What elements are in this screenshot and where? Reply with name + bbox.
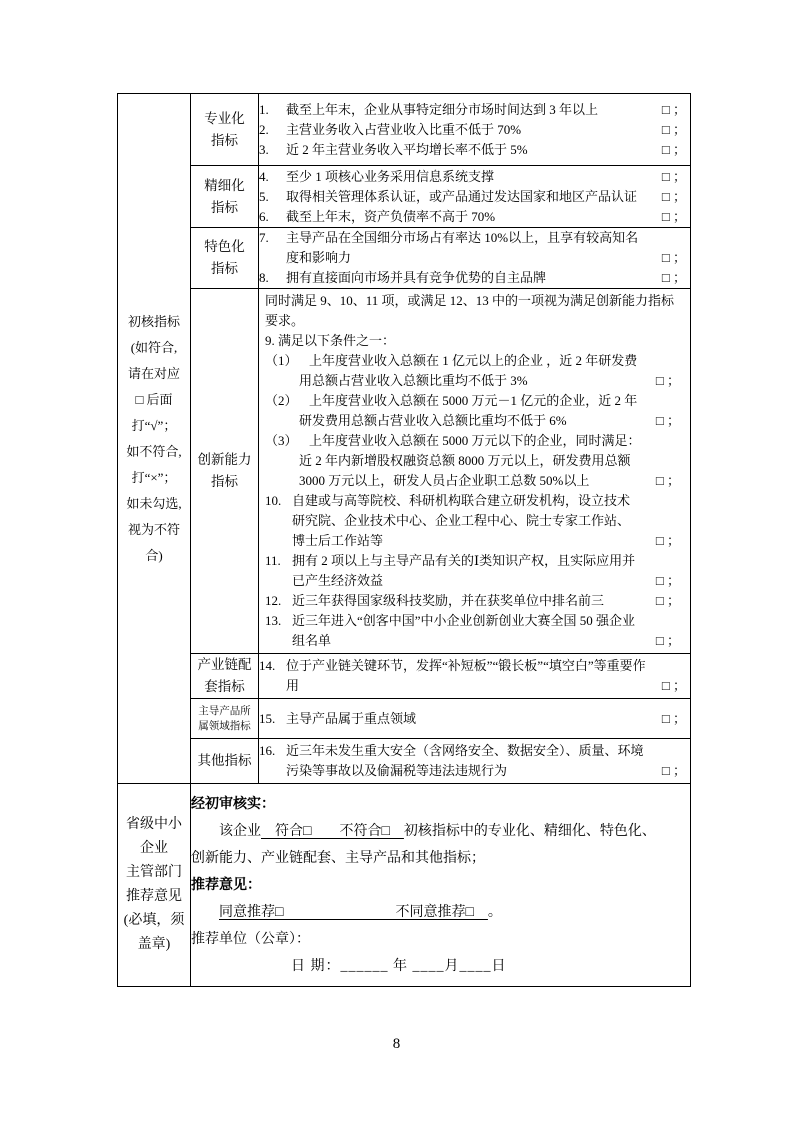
side-note-line: 如未勾选,: [126, 495, 182, 511]
item-text: 近三年未发生重大安全（含网络安全、数据安全）、质量、环境污染等事故以及偷漏税等违法违规行为: [286, 743, 644, 778]
item-number: 10.: [265, 493, 282, 508]
indicator-item-14: [259, 656, 690, 696]
side-note-line: 视为不符: [127, 521, 180, 537]
checkbox-icon[interactable]: □ ；: [655, 573, 680, 588]
checkbox-icon[interactable]: □ ；: [661, 121, 686, 137]
item-text: 自建或与高等院校、科研机构联合建立研发机构，设立技术研究院、企业技术中心、企业工程中心、院士专家工作站、博士后工作站等: [292, 493, 631, 548]
category-label-distinctiveness: 特色化 指标: [204, 239, 245, 276]
conform-checkbox-blank[interactable]: 符合□ 不符合□: [261, 823, 404, 839]
side-note-line: 合): [145, 547, 163, 563]
category-cell: [191, 739, 259, 784]
item-number: 12.: [265, 593, 282, 608]
item-number: （2）: [265, 393, 298, 408]
checkbox-icon[interactable]: □ ；: [661, 168, 686, 184]
criteria-side-note: [118, 309, 190, 569]
category-label-key-field: 主导产品所 属领域指标: [198, 705, 251, 732]
checkbox-icon[interactable]: □ ；: [655, 413, 680, 428]
indicator-item-12: [265, 591, 684, 611]
item-number: 6.: [259, 208, 269, 224]
checkbox-icon[interactable]: □ ；: [661, 678, 686, 693]
item-text: 位于产业链关键环节，发挥“补短板”“锻长板”“填空白”等重要作用: [286, 658, 646, 693]
checkbox-icon[interactable]: □ ；: [661, 141, 686, 157]
checkbox-icon[interactable]: □ ；: [661, 250, 686, 265]
item-number: 15.: [259, 710, 276, 726]
verified-suffix: 初核指标中的专业化、精细化、特色化、: [403, 823, 656, 839]
indicator-item-13: [265, 611, 684, 651]
item-text: 近 2 年主营业务收入平均增长率不低于 5%: [286, 141, 528, 157]
date-line[interactable]: 日 期：______ 年 ____月____日: [291, 958, 507, 974]
category-cell: [191, 289, 259, 654]
items-cell: [259, 228, 691, 289]
opinion-line: [191, 899, 690, 926]
row-distinctiveness: [118, 228, 691, 289]
preliminary-criteria-cell: [118, 94, 191, 784]
checkbox-icon[interactable]: □ ；: [655, 373, 680, 388]
item-number: 16.: [259, 743, 276, 758]
checkbox-icon[interactable]: □ ；: [655, 473, 680, 488]
verified-line: [191, 818, 690, 845]
checkbox-icon[interactable]: □ ；: [661, 208, 686, 224]
category-cell: [191, 228, 259, 289]
item-text: 近三年进入“创客中国”中小企业创新创业大赛全国 50 强企业组名单: [292, 613, 636, 648]
row-innovation: [118, 289, 691, 654]
innovation-intro: 同时满足 9、10、11 项，或满足 12、13 中的一项视为满足创新能力指标要求。: [265, 293, 675, 328]
item-number: 7.: [259, 230, 269, 245]
item-text: 至少 1 项核心业务采用信息系统支撑: [286, 168, 495, 184]
indicator-item-16: [259, 741, 690, 781]
checkbox-icon[interactable]: □ ；: [661, 101, 686, 117]
indicator-item-8: [259, 268, 690, 288]
row-supply-chain: [118, 654, 691, 699]
item-text: 截至上年末，企业从事特定细分市场时间达到 3 年以上: [286, 101, 599, 117]
row-other: [118, 739, 691, 784]
item-number: 13.: [265, 613, 282, 628]
verified-prefix: 该企业: [219, 823, 261, 839]
row-recommendation: [118, 784, 691, 987]
checkbox-icon[interactable]: □ ；: [655, 533, 680, 548]
opinion-suffix: 。: [487, 904, 502, 920]
item-number: 3.: [259, 141, 269, 157]
items-cell: [259, 699, 691, 739]
opinion-heading: 推荐意见：: [191, 877, 261, 893]
category-cell: [191, 166, 259, 228]
row-refinement: [118, 166, 691, 228]
indicator-item-2: [259, 120, 690, 140]
indicator-item-3: [259, 140, 690, 160]
indicator-subitem-9-1: [265, 351, 684, 391]
checkbox-icon[interactable]: □ ；: [661, 763, 686, 778]
category-label-innovation: 创新能力 指标: [197, 452, 252, 489]
item-number: 8.: [259, 270, 269, 285]
item-number: 11.: [265, 553, 281, 568]
row-specialization: [118, 94, 691, 166]
recommendation-content-cell: [191, 784, 691, 987]
items-cell: [259, 166, 691, 228]
indicator-subitem-9-3: [265, 431, 684, 491]
recommendation-side-label: 省级中小 企业 主管部门 推荐意见 (必填，须 盖章): [123, 817, 185, 952]
page-number: 8: [392, 1036, 401, 1052]
indicator-item-7: [259, 228, 690, 268]
item-text: 截至上年末，资产负债率不高于 70%: [286, 208, 496, 224]
row-key-field: [118, 699, 691, 739]
indicator-item-5: [259, 187, 690, 207]
checkbox-icon[interactable]: □ ；: [661, 188, 686, 204]
items-cell: [259, 289, 691, 654]
category-cell: [191, 699, 259, 739]
indicator-item-4: [259, 167, 690, 187]
category-label-specialization: 专业化 指标: [204, 110, 245, 148]
item-text: 上年度营业收入总额在 5000 万元以下的企业，同时满足：近 2 年内新增股权融资总额 8000 万元以上，研发费用总额 3000 万元以上，研发人员占企业职工总数 50%以上: [299, 433, 641, 488]
item-text: 取得相关管理体系认证，或产品通过发达国家和地区产品认证: [286, 188, 638, 204]
item-number: （1）: [265, 353, 298, 368]
side-note-line: 如不符合,: [126, 443, 182, 459]
item-number: 2.: [259, 121, 269, 137]
item-number: 5.: [259, 188, 269, 204]
side-note-line: 初核指标: [127, 313, 180, 329]
side-note-line: (如符合,: [130, 339, 178, 355]
item-number: 1.: [259, 101, 269, 117]
indicator-item-15: [259, 709, 690, 729]
side-note-line: □ 后面: [135, 391, 173, 407]
item-text: 主导产品属于重点领域: [286, 710, 417, 726]
indicator-item-9-head: 9. 满足以下条件之一：: [265, 333, 396, 348]
form-table: [117, 93, 691, 987]
item-text: 上年度营业收入总额在 5000 万元－1 亿元的企业，近 2 年研发费用总额占营业收入总额比重均不低于 6%: [299, 393, 638, 428]
checkbox-icon[interactable]: □ ；: [655, 593, 680, 608]
item-text: 上年度营业收入总额在 1 亿元以上的企业 ，近 2 年研发费用总额占营业收入总额比重均不低于 3%: [299, 353, 638, 388]
items-cell: [259, 94, 691, 166]
category-label-other: 其他指标: [197, 753, 252, 768]
unit-seal-line: 推荐单位（公章）：: [191, 931, 310, 947]
checkbox-icon[interactable]: □ ；: [661, 270, 686, 285]
indicator-item-10: [265, 491, 684, 551]
side-note-line: 打“√”；: [131, 417, 177, 433]
side-note-line: 请在对应: [127, 365, 180, 381]
verified-line-2: 创新能力、产业链配套、主导产品和其他指标；: [191, 850, 485, 866]
indicator-item-1: [259, 100, 690, 120]
indicator-item-6: [259, 207, 690, 227]
item-text: 主导产品在全国细分市场占有率达 10%以上，且享有较高知名度和影响力: [286, 230, 639, 265]
item-text: 拥有直接面向市场并具有竞争优势的自主品牌: [286, 270, 547, 285]
item-text: 近三年获得国家级科技奖励，并在获奖单位中排名前三: [292, 593, 605, 608]
recommend-checkbox-blank[interactable]: 同意推荐□ 不同意推荐□: [219, 904, 488, 920]
item-number: 14.: [259, 658, 276, 673]
recommendation-side-cell: [118, 784, 191, 987]
checkbox-icon[interactable]: □ ；: [655, 633, 680, 648]
category-cell: [191, 94, 259, 166]
item-text: 拥有 2 项以上与主导产品有关的Ⅰ类知识产权，且实际应用并已产生经济效益: [292, 553, 636, 588]
items-cell: [259, 654, 691, 699]
category-label-supply-chain: 产业链配 套指标: [197, 657, 252, 694]
verified-heading: 经初审核实：: [191, 796, 275, 812]
indicator-subitem-9-2: [265, 391, 684, 431]
category-label-refinement: 精细化 指标: [204, 177, 245, 215]
category-cell: [191, 654, 259, 699]
checkbox-icon[interactable]: □ ；: [661, 710, 686, 726]
indicator-item-11: [265, 551, 684, 591]
item-text: 主营业务收入占营业收入比重不低于 70%: [286, 121, 522, 137]
item-number: 4.: [259, 168, 269, 184]
items-cell: [259, 739, 691, 784]
side-note-line: 打“×”；: [131, 469, 177, 485]
item-number: （3）: [265, 433, 298, 448]
